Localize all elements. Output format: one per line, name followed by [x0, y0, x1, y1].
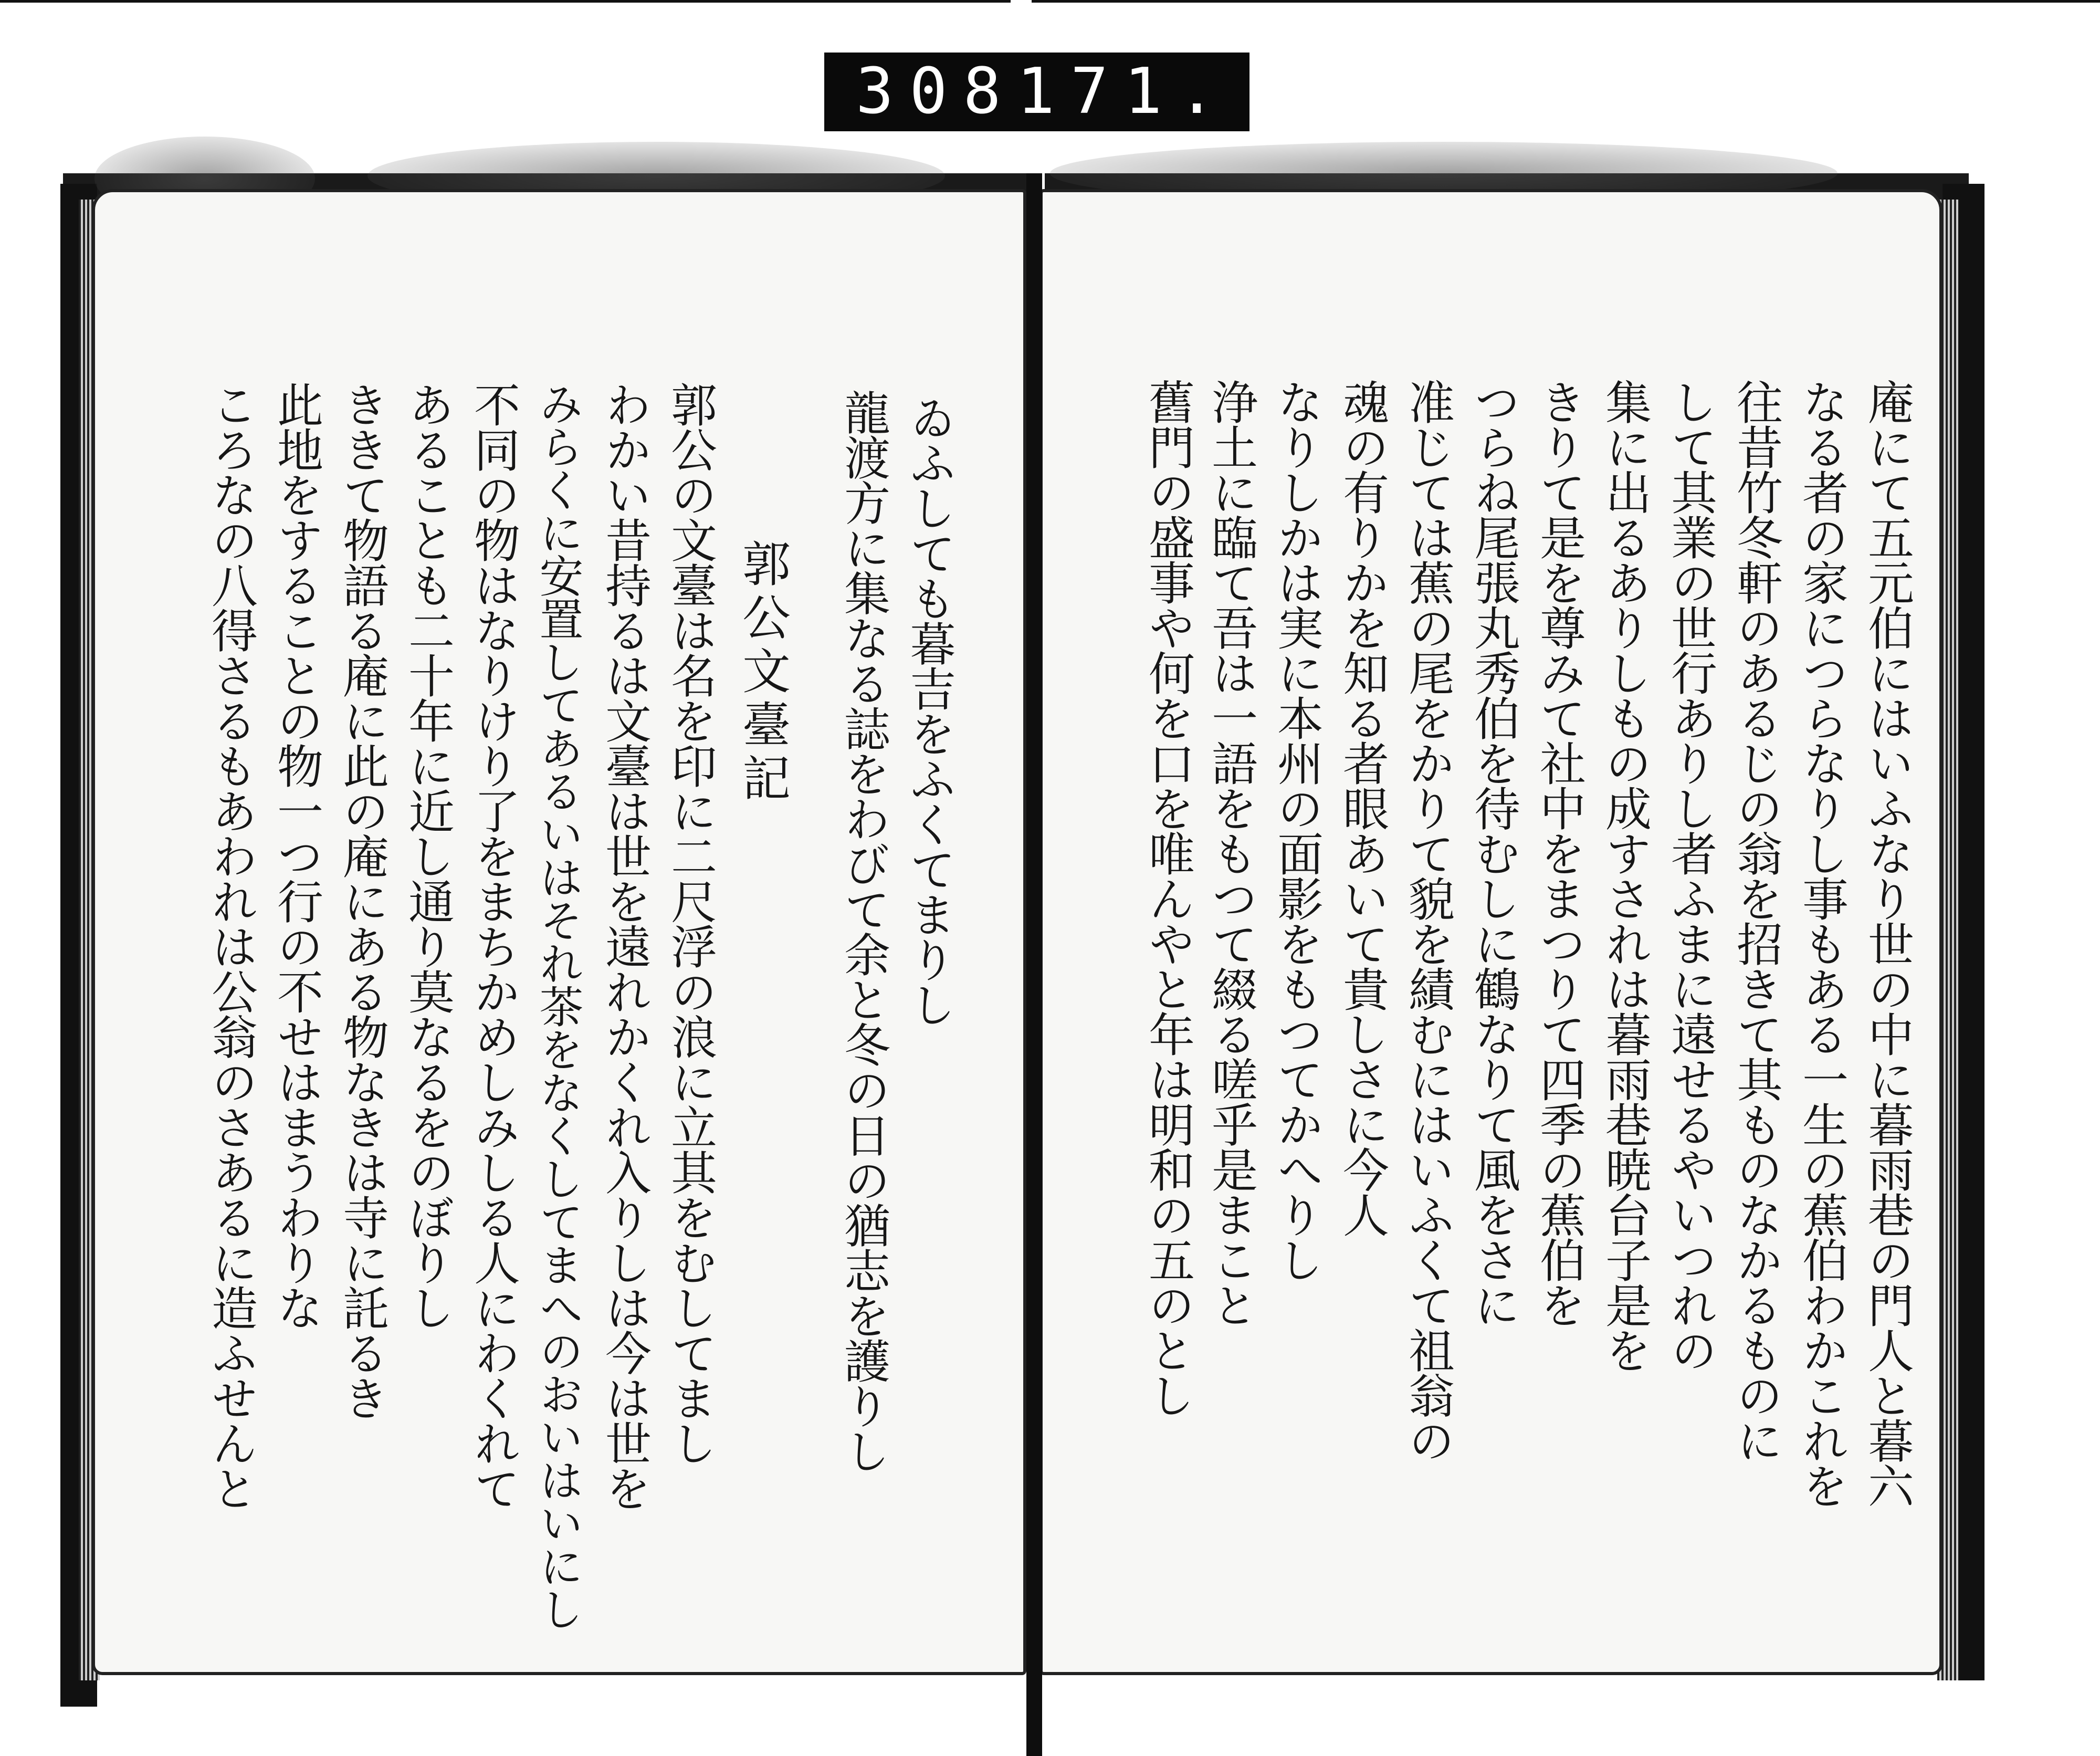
text-column: わかい昔持るは文臺は世を遠れかくれ入りしは今は世を [598, 381, 652, 1510]
book-gutter [1026, 173, 1042, 1756]
frame-number-left: 308 [856, 55, 1017, 128]
text-column: ききて物語る庵に此の庵にある物なきは寺に託るき [335, 381, 390, 1420]
text-column: 舊門の盛事や何を口を唯んやと年は明和の五のとし [1141, 379, 1195, 1417]
text-column: 不同の物はなりけり了をまちかめしみしる人にわくれて [467, 381, 521, 1510]
right-page [1040, 189, 1942, 1675]
text-column: つらね尾張丸秀伯を待むしに鶴なりて風をさに [1467, 379, 1521, 1327]
text-column: ころなの八得さるもあわれは公翁のさあるに造ふせんと [204, 381, 258, 1510]
text-column: なる者の家につらなりし事もある一生の蕉伯わかこれを [1795, 379, 1849, 1508]
text-column: 往昔竹冬軒のあるじの翁を招きて其ものなかるものに [1729, 379, 1783, 1462]
text-column: 集に出るありしもの成すされは暮雨巷暁台子是を [1598, 379, 1652, 1372]
section-title: 郭公文臺記 [734, 539, 791, 807]
text-column: 此地をすることの物一つ行の不せはまうわりな [270, 381, 324, 1330]
text-column: あることも二十年に近し通り莫なるをのぼりし [401, 381, 455, 1330]
text-column: みらくに安置してあるいはそれ茶をなくしてまへのおいはいにし [532, 381, 584, 1630]
text-column: 郭公の文臺は名を印に二尺浮の浪に立其をむしてまし [664, 381, 718, 1465]
text-column: きりて是を尊みて社中をまつりて四季の蕉伯を [1532, 379, 1587, 1327]
text-column: 龍渡方に集なる誌をわびて余と冬の日の猶志を護りし [837, 389, 891, 1473]
text-column: なりしかは実に本州の面影をもつてかへりし [1270, 379, 1324, 1282]
text-column: ゐふしても暮吉をふくてまりし [902, 394, 957, 1027]
left-page [92, 189, 1026, 1675]
text-column: 庵にて五元伯にはいふなり世の中に暮雨巷の門人と暮六 [1861, 379, 1915, 1508]
text-column: 浄土に臨て吾は一語をもつて綴る嗟乎是まこと [1204, 379, 1258, 1327]
text-column: 准じては蕉の尾をかりて貌を績むにはいふくて祖翁の [1401, 379, 1455, 1462]
text-column: 魂の有りかを知る者眼あいて貴しさに今人 [1336, 379, 1390, 1237]
frame-number-right: 171. [1016, 55, 1232, 128]
text-column: して其業の世行ありし者ふまに遠せるやいつれの [1664, 379, 1718, 1372]
